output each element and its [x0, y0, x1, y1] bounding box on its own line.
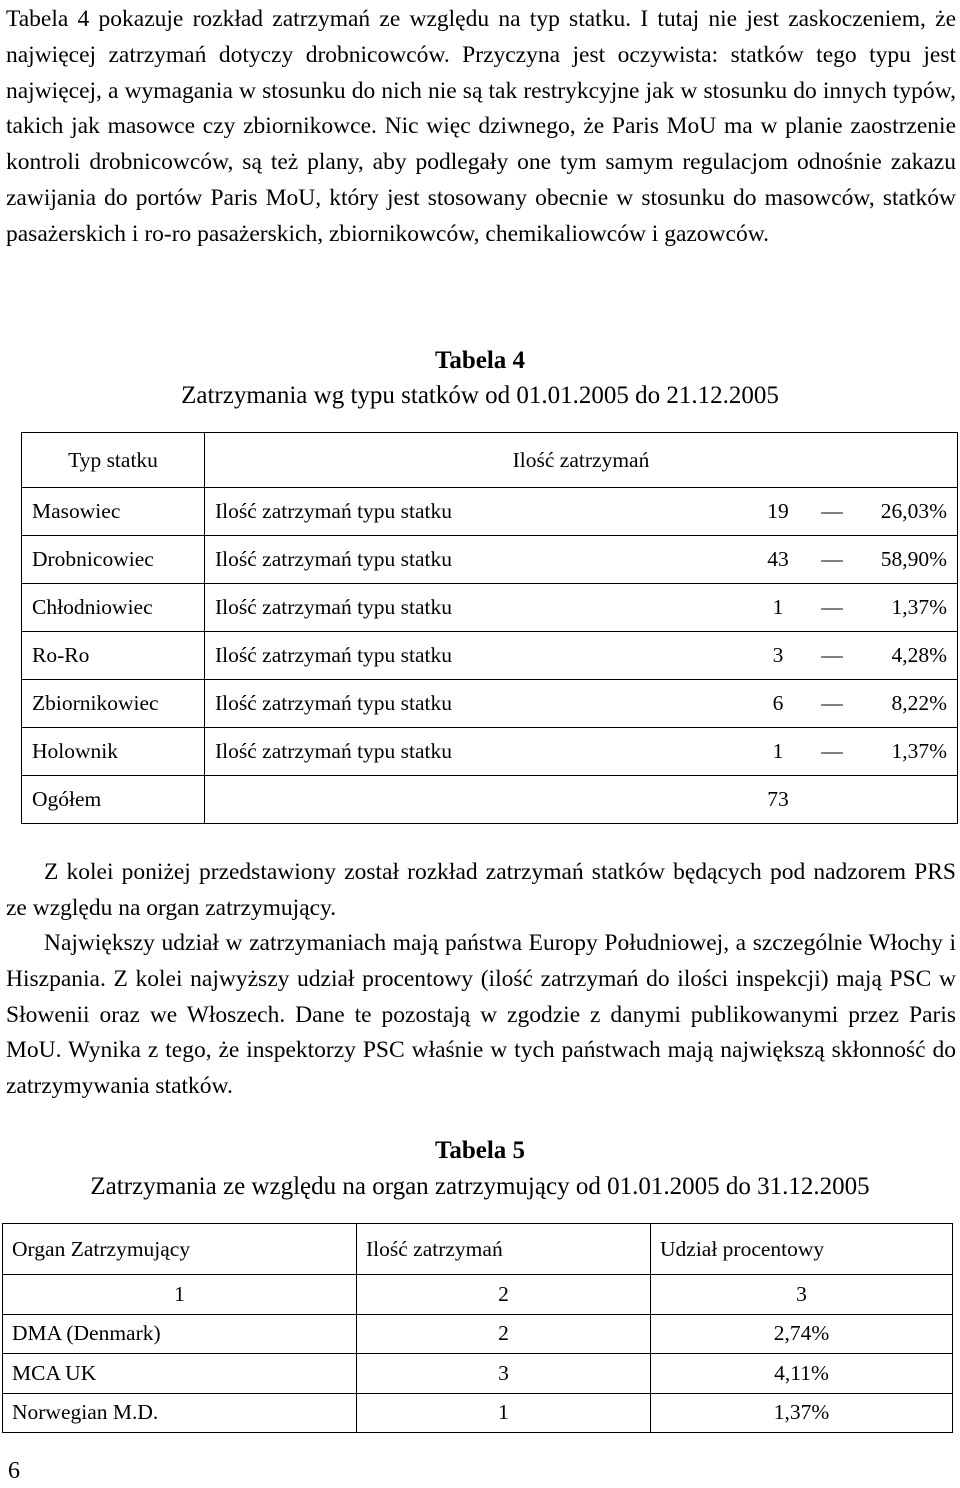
header-count: Ilość zatrzymań — [357, 1224, 651, 1275]
paragraph-analysis: Największy udział w zatrzymaniach mają państwa Europy Południowej, a szczególnie Włochy i Hiszpania. Z kolei najwyższy udział procentowy (ilość zatrzymań do ilości inspekcji) mają PSC w Słowenii oraz we Włoszech. Dane te pozostają w zgodzie z danymi publikowanymi przez Paris MoU. Wynika z tego, że inspektorzy PSC właśnie w tych państwach mają największą skłonność do zatrzymywania statków. — [6, 930, 956, 1100]
col-number: 2 — [357, 1275, 651, 1315]
table-row — [3, 1354, 953, 1394]
row-description: Ilość zatrzymań typu statku — [215, 691, 453, 715]
dash: — — [821, 499, 843, 523]
table4-subtitle: Zatrzymania wg typu statków od 01.01.2005 do 21.12.2005 — [181, 382, 779, 409]
table-row — [22, 584, 958, 632]
table5 — [2, 1223, 953, 1433]
table-row — [22, 632, 958, 680]
ship-type: Zbiornikowiec — [22, 680, 205, 728]
table5-header-row — [3, 1224, 953, 1275]
dash: — — [821, 691, 843, 715]
row-description: Ilość zatrzymań typu statku — [215, 547, 453, 571]
organ-name: MCA UK — [3, 1354, 357, 1394]
paragraph-prs: Z kolei poniżej przedstawiony został rozkład zatrzymań statków będących pod nadzorem PRS ze względu na organ zatrzymujący. — [6, 859, 956, 921]
ship-type: Ro-Ro — [22, 632, 205, 680]
detention-count: 3 — [772, 643, 784, 667]
total-label: Ogółem — [22, 776, 205, 824]
table-row — [22, 728, 958, 776]
detention-percent: 4,28% — [891, 643, 947, 667]
table4-header-type: Typ statku — [22, 433, 205, 488]
header-organ: Organ Zatrzymujący — [3, 1224, 357, 1275]
detention-count: 6 — [772, 691, 784, 715]
detention-count: 3 — [357, 1354, 651, 1394]
detention-count: 1 — [772, 595, 784, 619]
dash: — — [821, 643, 843, 667]
header-percent: Udział procentowy — [651, 1224, 953, 1275]
detention-count: 19 — [767, 499, 789, 523]
detention-count: 1 — [772, 739, 784, 763]
table5-subtitle: Zatrzymania ze względu na organ zatrzymujący od 01.01.2005 do 31.12.2005 — [90, 1173, 870, 1200]
detention-percent: 4,11% — [651, 1354, 953, 1394]
dash: — — [821, 739, 843, 763]
organ-name: DMA (Denmark) — [3, 1314, 357, 1354]
row-description: Ilość zatrzymań typu statku — [215, 739, 453, 763]
table5-title: Tabela 5 — [434, 1137, 526, 1164]
detention-percent: 2,74% — [651, 1314, 953, 1354]
detention-count: 1 — [357, 1393, 651, 1433]
row-description: Ilość zatrzymań typu statku — [215, 499, 453, 523]
col-number: 3 — [651, 1275, 953, 1315]
table-row — [3, 1393, 953, 1433]
table-row — [3, 1314, 953, 1354]
table-row — [22, 488, 958, 536]
row-description: Ilość zatrzymań typu statku — [215, 595, 453, 619]
detention-count: 2 — [357, 1314, 651, 1354]
ship-type: Masowiec — [22, 488, 205, 536]
ship-type: Drobnicowiec — [22, 536, 205, 584]
detention-percent: 26,03% — [880, 499, 947, 523]
detention-percent: 1,37% — [891, 739, 947, 763]
detention-percent: 1,37% — [651, 1393, 953, 1433]
row-description: Ilość zatrzymań typu statku — [215, 643, 453, 667]
detention-count: 43 — [767, 547, 789, 571]
table-row — [22, 680, 958, 728]
col-number: 1 — [3, 1275, 357, 1315]
detention-percent: 8,22% — [891, 691, 947, 715]
ship-type: Holownik — [22, 728, 205, 776]
total-value: 73 — [767, 787, 789, 811]
table5-colnum-row — [3, 1275, 953, 1315]
table4-title: Tabela 4 — [434, 347, 526, 374]
organ-name: Norwegian M.D. — [3, 1393, 357, 1433]
detention-percent: 58,90% — [880, 547, 947, 571]
ship-type: Chłodniowiec — [22, 584, 205, 632]
detention-percent: 1,37% — [891, 595, 947, 619]
table4-header-row — [22, 433, 958, 488]
page-number: 6 — [8, 1458, 20, 1484]
table4-header-count: Ilość zatrzymań — [205, 433, 958, 488]
dash: — — [821, 595, 843, 619]
paragraph-intro: Tabela 4 pokazuje rozkład zatrzymań ze względu na typ statku. I tutaj nie jest zaskoczeniem, że najwięcej zatrzymań dotyczy drobnicowców. Przyczyna jest oczywista: statków tego typu jest najwięcej, a wymagania w stosunku do nich nie są tak restrykcyjne jak w stosunku do innych typów, takich jak masowce czy zbiornikowce. Nic więc dziwnego, że Paris MoU ma w planie zaostrzenie kontroli drobnicowców, są też plany, aby podlegały one tym samym regulacjom odnośnie zakazu zawijania do portów Paris MoU, który jest stosowany obecnie w stosunku do masowców, statków pasażerskich i ro-ro pasażerskich, zbiornikowców, chemikaliowców i gazowców. — [6, 6, 956, 247]
table4 — [21, 432, 958, 824]
dash: — — [821, 547, 843, 571]
table-row — [22, 536, 958, 584]
table4-total-row — [22, 776, 958, 824]
